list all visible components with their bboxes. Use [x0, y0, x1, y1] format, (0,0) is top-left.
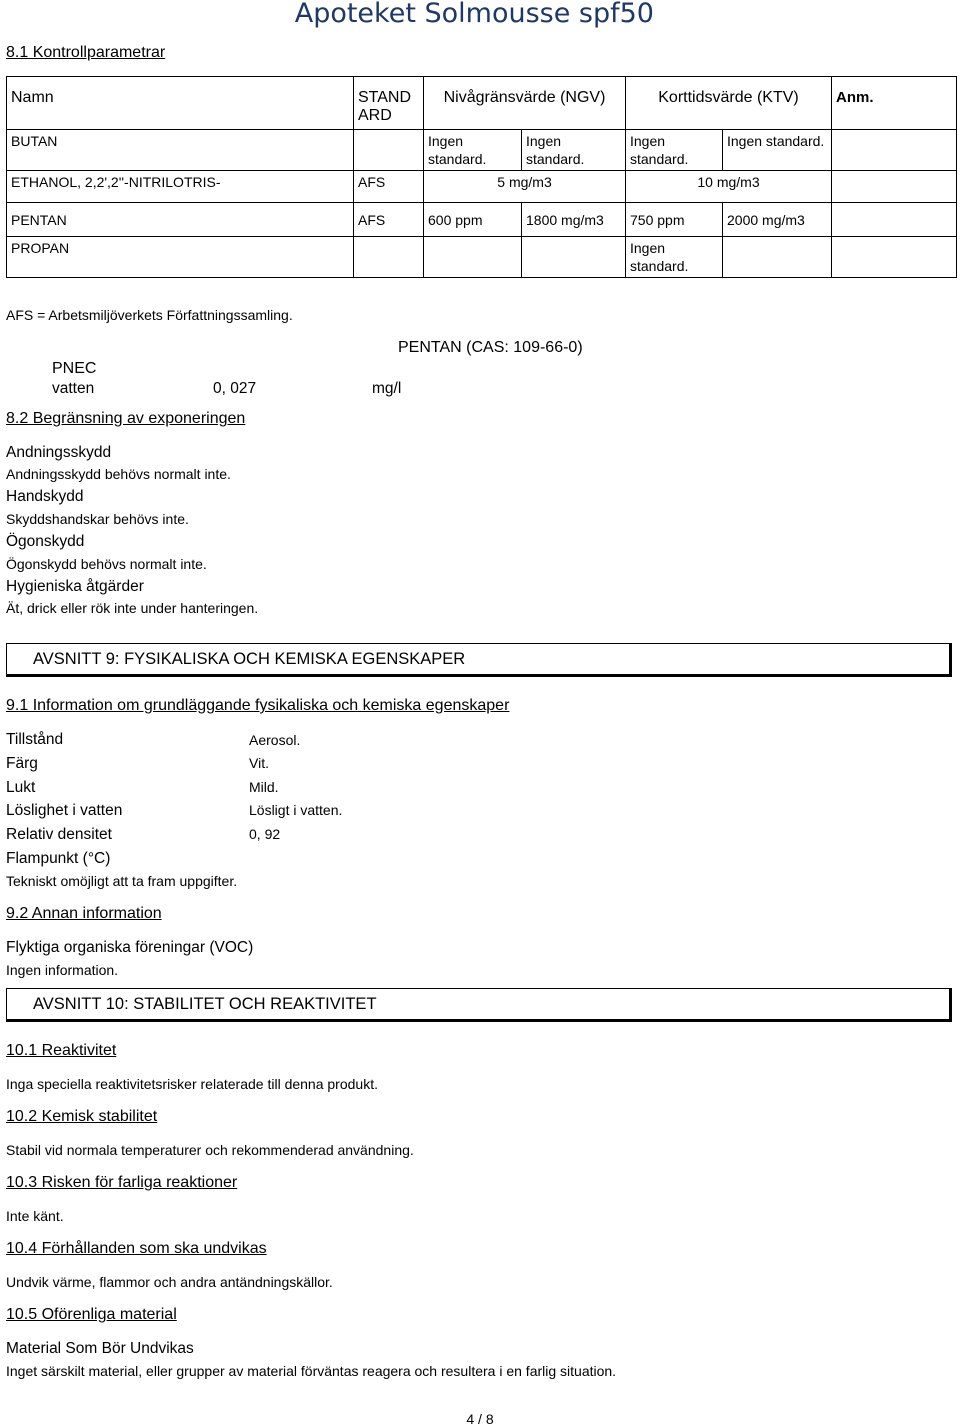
cell-ktv-2: Ingen standard. [723, 130, 832, 171]
material-heading: Material Som Bör Undvikas [6, 1340, 194, 1357]
header-standard: STAND ARD [354, 77, 424, 130]
cell-ktv-1: Ingen standard. [626, 130, 723, 171]
cell-name: ETHANOL, 2,2',2''-NITRILOTRIS- [7, 171, 354, 203]
cell-ngv-2: Ingen standard. [522, 130, 626, 171]
flash-point-note: Tekniskt omöjligt att ta fram uppgifter. [6, 873, 238, 889]
table-row [7, 171, 957, 203]
hygiene-heading: Hygieniska åtgärder [6, 578, 144, 595]
cell-anm [832, 171, 957, 203]
cell-standard [354, 130, 424, 171]
cell-ngv-1 [424, 237, 522, 278]
pnec-substance: PENTAN (CAS: 109-66-0) [398, 339, 583, 356]
page-number: 4 / 8 [466, 1411, 494, 1427]
section-8-2-heading: 8.2 Begränsning av exponeringen [6, 410, 246, 427]
exposure-limits-table [6, 76, 957, 278]
cell-ngv-1: Ingen standard. [424, 130, 522, 171]
section-9-banner-title: AVSNITT 9: FYSIKALISKA OCH KEMISKA EGENSKAPER [33, 650, 466, 668]
cell-ktv-2: 2000 mg/m3 [723, 203, 832, 237]
table-row [7, 203, 957, 237]
prop-label: Flampunkt (°C) [6, 850, 111, 867]
cell-name: BUTAN [7, 130, 354, 171]
cell-ktv-2 [723, 237, 832, 278]
cell-anm [832, 237, 957, 278]
voc-heading: Flyktiga organiska föreningar (VOC) [6, 939, 254, 956]
section-10-3-text: Inte känt. [6, 1208, 64, 1224]
header-anm: Anm. [832, 77, 957, 130]
pnec-value: 0, 027 [213, 380, 257, 397]
prop-label: Relativ densitet [6, 826, 112, 843]
cell-ngv-1: 600 ppm [424, 203, 522, 237]
section-10-4-heading: 10.4 Förhållanden som ska undvikas [6, 1240, 267, 1257]
section-10-2-heading: 10.2 Kemisk stabilitet [6, 1108, 158, 1125]
section-10-banner [6, 988, 952, 1022]
cell-ktv-1: 750 ppm [626, 203, 723, 237]
header-ktv: Korttidsvärde (KTV) [626, 77, 832, 130]
afs-note: AFS = Arbetsmiljöverkets Författningssamling. [6, 307, 293, 323]
section-8-1-heading: 8.1 Kontrollparametrar [6, 44, 166, 61]
cell-name: PENTAN [7, 203, 354, 237]
cell-ktv: 10 mg/m3 [626, 171, 832, 203]
pnec-unit: mg/l [372, 380, 402, 397]
header-name: Namn [7, 77, 354, 130]
section-10-banner-title: AVSNITT 10: STABILITET OCH REAKTIVITET [33, 995, 377, 1013]
hygiene-text: Ät, drick eller rök inte under hanteringen. [6, 600, 259, 616]
hand-text: Skyddshandskar behövs inte. [6, 511, 189, 527]
section-9-banner [6, 643, 952, 677]
prop-value: Aerosol. [249, 732, 301, 748]
cell-standard [354, 237, 424, 278]
cell-anm [832, 130, 957, 171]
section-9-1-heading: 9.1 Information om grundläggande fysikaliska och kemiska egenskaper [6, 697, 510, 714]
eye-text: Ögonskydd behövs normalt inte. [6, 556, 207, 572]
cell-anm [832, 203, 957, 237]
hand-heading: Handskydd [6, 488, 84, 505]
prop-label: Tillstånd [6, 731, 64, 748]
section-10-1-text: Inga speciella reaktivitetsrisker relaterade till denna produkt. [6, 1076, 378, 1092]
respiratory-text: Andningsskydd behövs normalt inte. [6, 466, 231, 482]
cell-standard: AFS [354, 203, 424, 237]
pnec-medium: vatten [52, 380, 95, 397]
header-ngv: Nivågränsvärde (NGV) [424, 77, 626, 130]
material-text: Inget särskilt material, eller grupper av material förväntas reagera och resultera i en farlig situation. [6, 1363, 617, 1379]
prop-label: Lukt [6, 779, 36, 796]
table-row [7, 237, 957, 278]
prop-value: 0, 92 [249, 826, 281, 842]
section-10-1-heading: 10.1 Reaktivitet [6, 1042, 117, 1059]
pnec-label: PNEC [52, 360, 97, 377]
prop-value: Vit. [249, 755, 269, 771]
section-10-2-text: Stabil vid normala temperaturer och rekommenderad användning. [6, 1142, 414, 1158]
section-10-4-text: Undvik värme, flammor och andra antändningskällor. [6, 1274, 333, 1290]
voc-text: Ingen information. [6, 962, 119, 978]
cell-standard: AFS [354, 171, 424, 203]
document-title: Apoteket Solmousse spf50 [294, 0, 654, 29]
section-10-3-heading: 10.3 Risken för farliga reaktioner [6, 1174, 238, 1191]
prop-label: Löslighet i vatten [6, 802, 123, 819]
prop-label: Färg [6, 755, 38, 772]
prop-value: Mild. [249, 779, 279, 795]
respiratory-heading: Andningsskydd [6, 444, 112, 461]
prop-value: Lösligt i vatten. [249, 802, 343, 818]
eye-heading: Ögonskydd [6, 533, 85, 550]
table-header-row [7, 77, 957, 130]
cell-ngv-2 [522, 237, 626, 278]
section-10-5-heading: 10.5 Oförenliga material [6, 1306, 177, 1323]
table-row [7, 130, 957, 171]
section-9-2-heading: 9.2 Annan information [6, 905, 162, 922]
cell-ktv-1: Ingen standard. [626, 237, 723, 278]
cell-name: PROPAN [7, 237, 354, 278]
cell-ngv: 5 mg/m3 [424, 171, 626, 203]
cell-ngv-2: 1800 mg/m3 [522, 203, 626, 237]
